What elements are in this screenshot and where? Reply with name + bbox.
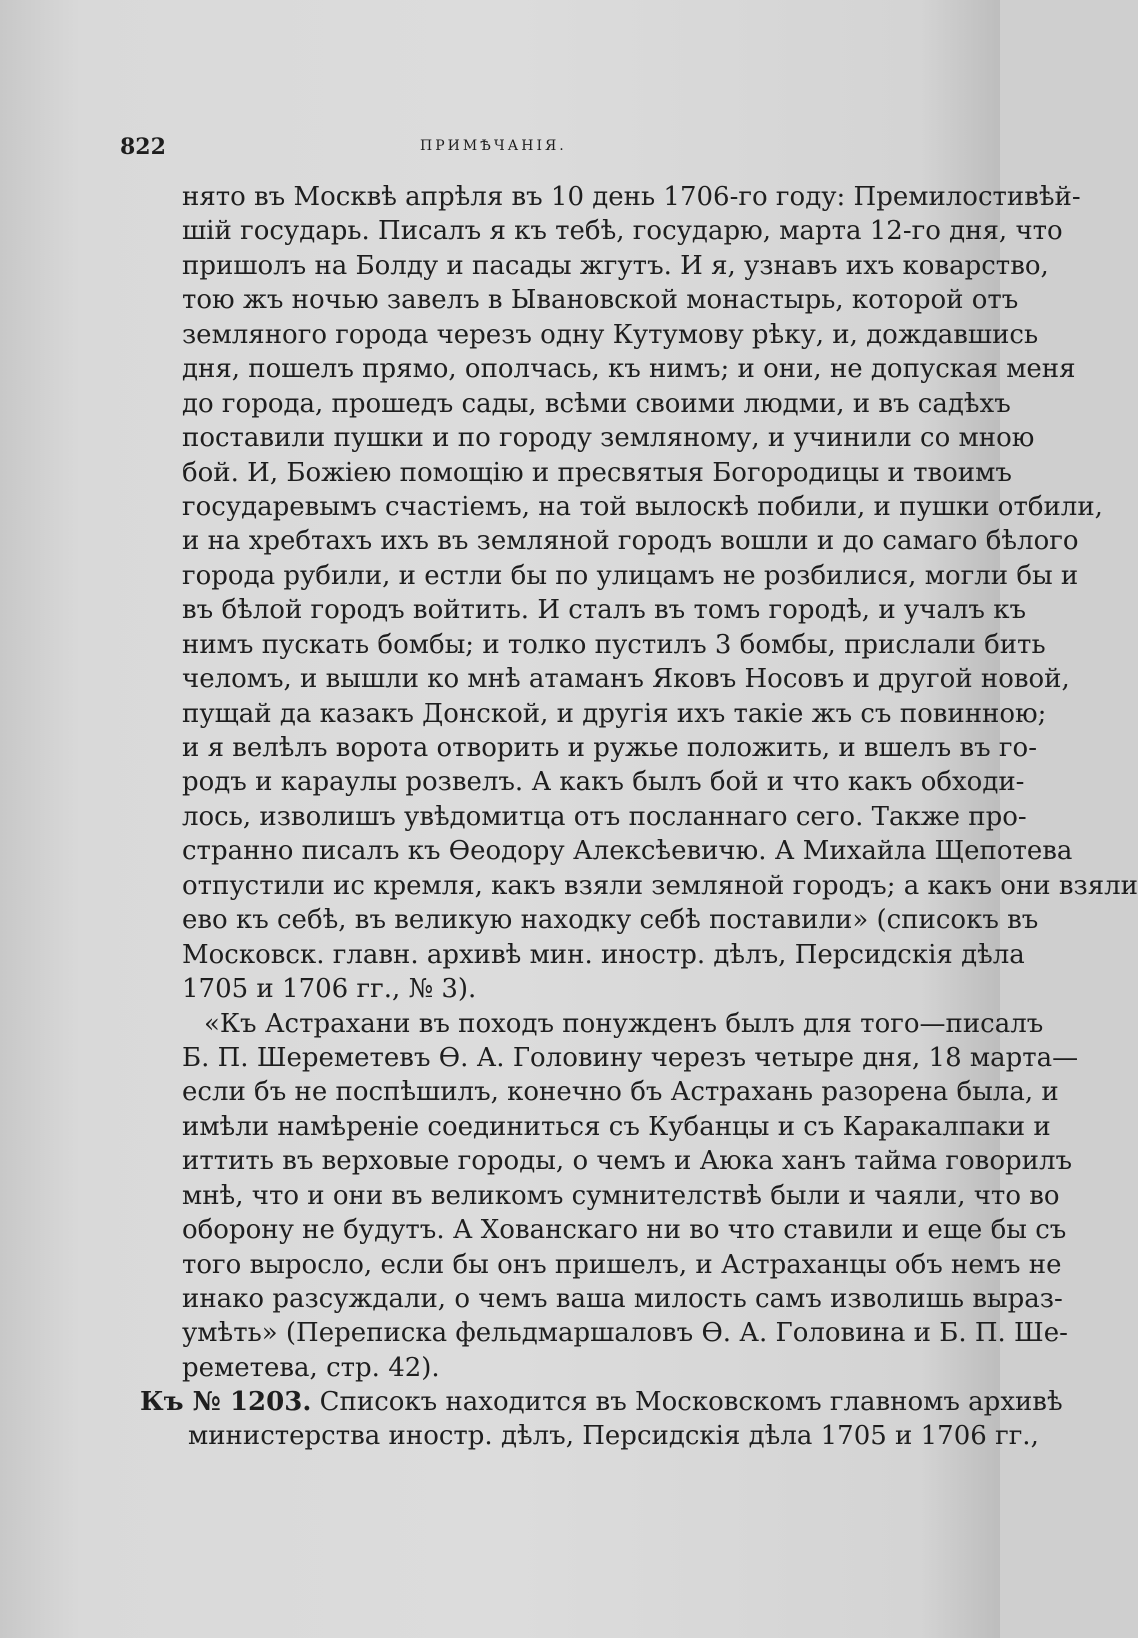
text-line: инако разсуждали, о чемъ ваша милость самъ изволишь выраз- (182, 1284, 1063, 1314)
note-text: Списокъ находится въ Московскомъ главномъ архивѣ (319, 1387, 1063, 1417)
text-line: странно писалъ къ Ѳеодору Алексѣевичю. А Михайла Щепотева (182, 836, 1073, 867)
text-line: и на хребтахъ ихъ въ земляной городъ вошли и до самаго бѣлого (182, 526, 1079, 557)
text-line: земляного города черезъ одну Кутумову рѣку, и, дождавшись (182, 319, 1039, 350)
text-line: государевымъ счастіемъ, на той вылоскѣ побили, и пушки отбили, (182, 491, 1103, 522)
text-line: мнѣ, что и они въ великомъ сумнителствѣ были и чаяли, что во (182, 1180, 1060, 1211)
text-line: отпустили ис кремля, какъ взяли земляной городъ; а какъ они взяли (182, 870, 1138, 901)
text-line: иттить въ верховые городы, о чемъ и Аюка ханъ тайма говорилъ (182, 1146, 1073, 1177)
text-line: если бъ не поспѣшилъ, конечно бъ Астрахань разорена была, и (182, 1077, 1059, 1108)
text-line: оборону не будутъ. А Хованскаго ни во что ставили и еще бы съ (182, 1215, 1067, 1246)
text-line: пущай да казакъ Донской, и другія ихъ такіе жъ съ повинною; (182, 698, 1047, 729)
body-text (182, 180, 1138, 1385)
text-line: шій государь. Писалъ я къ тебѣ, государю, марта 12-го дня, что (182, 216, 1063, 247)
text-line: тою жъ ночью завелъ в Ывановской монастырь, которой отъ (182, 285, 1019, 316)
text-line: реметева, стр. 42). (182, 1352, 440, 1383)
running-head: ПРИМѢЧАНІЯ. (420, 138, 567, 154)
text-line: «Къ Астрахани въ походъ понужденъ былъ для того—писалъ (204, 1008, 1044, 1039)
text-line: имѣли намѣреніе соединиться съ Кубанцы и съ Каракалпаки и (182, 1111, 1051, 1142)
text-line: и я велѣлъ ворота отворить и ружье положить, и вшелъ въ го- (182, 733, 1037, 763)
note-line: министерства иностр. дѣлъ, Персидскія дѣла 1705 и 1706 гг., (188, 1421, 1039, 1452)
text-line: лось, изволишъ увѣдомитца отъ посланнаго сего. Также про- (182, 801, 1027, 832)
text-line: умѣть» (Переписка фельдмаршаловъ Ѳ. А. Головина и Б. П. Ше- (182, 1318, 1068, 1349)
text-line: Московск. главн. архивѣ мин. иностр. дѣлъ, Персидскія дѣла (182, 939, 1025, 970)
text-line: нимъ пускать бомбы; и толко пустилъ 3 бомбы, прислали бить (182, 629, 1046, 660)
text-line: Б. П. Шереметевъ Ѳ. А. Головину черезъ четыре дня, 18 марта— (182, 1042, 1079, 1073)
text-line: 1705 и 1706 гг., № 3). (182, 974, 477, 1005)
text-line: бой. И, Божіею помощію и пресвятыя Богородицы и твоимъ (182, 457, 1012, 488)
text-line: до города, прошедъ сады, всѣми своими людми, и въ садѣхъ (182, 388, 1011, 419)
text-line: въ бѣлой городъ войтить. И сталъ въ томъ городѣ, и учалъ къ (182, 595, 1027, 626)
page-header (120, 134, 880, 164)
note-1203 (140, 1385, 1063, 1454)
text-line: ево къ себѣ, въ великую находку себѣ поставили» (списокъ въ (182, 905, 1039, 936)
text-line: пришолъ на Болду и пасады жгутъ. И я, узнавъ ихъ коварство, (182, 250, 1049, 281)
text-line: родъ и караулы розвелъ. А какъ былъ бой и что какъ обходи- (182, 767, 1025, 798)
page-number: 822 (120, 134, 166, 160)
text-line: дня, пошелъ прямо, ополчась, къ нимъ; и они, не допуская меня (182, 354, 1076, 385)
text-line: поставили пушки и по городу земляному, и учинили со мною (182, 423, 1035, 454)
text-line: того выросло, если бы онъ пришелъ, и Астраханцы объ немъ не (182, 1249, 1062, 1280)
note-label: Къ № 1203. (140, 1387, 312, 1417)
text-line: челомъ, и вышли ко мнѣ атаманъ Яковъ Носовъ и другой новой, (182, 664, 1070, 695)
text-line: нято въ Москвѣ апрѣля въ 10 день 1706-го году: Премилостивѣй- (182, 182, 1081, 212)
note-first-line (140, 1385, 1063, 1419)
text-line: города рубили, и естли бы по улицамъ не розбилися, могли бы и (182, 560, 1079, 591)
